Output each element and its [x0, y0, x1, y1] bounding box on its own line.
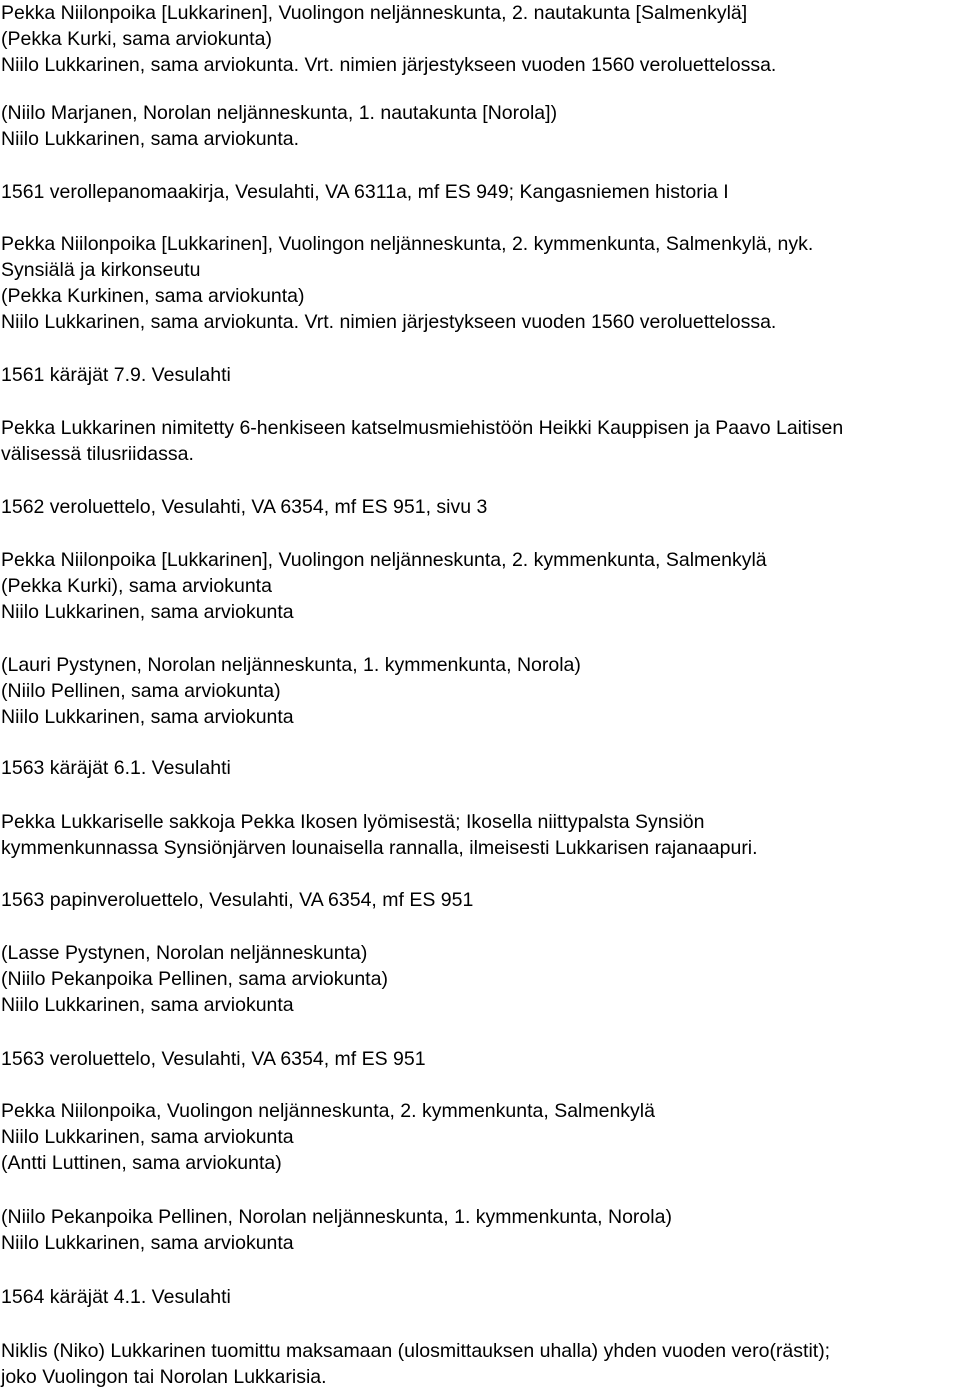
- paragraph-record-1562-norola: [1, 652, 959, 730]
- text-line: Synsiälä ja kirkonseutu: [1, 259, 201, 281]
- text-line: Pekka Lukkariselle sakkoja Pekka Ikosen lyömisestä; Ikosella niittypalsta Synsiön: [1, 811, 705, 833]
- text-line: Niilo Lukkarinen, sama arviokunta: [1, 706, 294, 728]
- text-line: Niilo Lukkarinen, sama arviokunta: [1, 1232, 294, 1254]
- paragraph-record-1563-norola: [1, 1204, 959, 1256]
- heading-line: 1561 käräjät 7.9. Vesulahti: [1, 364, 231, 386]
- text-line: (Niilo Pekanpoika Pellinen, Norolan neljänneskunta, 1. kymmenkunta, Norola): [1, 1206, 672, 1228]
- text-line: (Pekka Kurki, sama arviokunta): [1, 28, 272, 50]
- heading-line: 1564 käräjät 4.1. Vesulahti: [1, 1286, 231, 1308]
- heading-line: 1561 verollepanomaakirja, Vesulahti, VA 6311a, mf ES 949; Kangasniemen historia I: [1, 181, 729, 203]
- text-line: (Lasse Pystynen, Norolan neljänneskunta): [1, 942, 368, 964]
- paragraph-record-1563-papinvero: [1, 940, 959, 1018]
- text-line: Niilo Lukkarinen, sama arviokunta: [1, 601, 294, 623]
- text-line: (Pekka Kurki), sama arviokunta: [1, 575, 272, 597]
- text-line: Niilo Lukkarinen, sama arviokunta. Vrt. nimien järjestykseen vuoden 1560 veroluettelossa.: [1, 311, 777, 333]
- heading-line: 1563 papinveroluettelo, Vesulahti, VA 6354, mf ES 951: [1, 889, 474, 911]
- text-line: Pekka Niilonpoika, Vuolingon neljänneskunta, 2. kymmenkunta, Salmenkylä: [1, 1100, 655, 1122]
- text-line: Niilo Lukkarinen, sama arviokunta: [1, 1126, 294, 1148]
- paragraph-record-1560-salmenkyla: [1, 0, 959, 78]
- text-line: Pekka Lukkarinen nimitetty 6-henkiseen katselmusmiehistöön Heikki Kauppisen ja Paavo Laitisen: [1, 417, 844, 439]
- paragraph-record-1563-salmenkyla: [1, 1098, 959, 1176]
- text-line: Niilo Lukkarinen, sama arviokunta.: [1, 128, 300, 150]
- heading-line: 1563 käräjät 6.1. Vesulahti: [1, 757, 231, 779]
- text-line: (Pekka Kurkinen, sama arviokunta): [1, 285, 305, 307]
- paragraph-record-norola: [1, 100, 959, 152]
- text-line: Pekka Niilonpoika [Lukkarinen], Vuolingon neljänneskunta, 2. kymmenkunta, Salmenkylä, nyk.: [1, 233, 814, 255]
- paragraph-record-1561: [1, 231, 959, 335]
- paragraph-court-note: [1, 809, 959, 861]
- paragraph-court-note: [1, 415, 959, 467]
- text-line: Niilo Lukkarinen, sama arviokunta: [1, 994, 294, 1016]
- section-heading: [1, 887, 959, 913]
- paragraph-court-note: [1, 1338, 959, 1390]
- text-line: (Niilo Pekanpoika Pellinen, sama arviokunta): [1, 968, 388, 990]
- heading-line: 1563 veroluettelo, Vesulahti, VA 6354, mf ES 951: [1, 1048, 426, 1070]
- section-heading: [1, 1284, 959, 1310]
- section-heading: [1, 755, 959, 781]
- text-line: (Niilo Pellinen, sama arviokunta): [1, 680, 281, 702]
- text-line: kymmenkunnassa Synsiönjärven lounaisella rannalla, ilmeisesti Lukkarisen rajanaapuri.: [1, 837, 758, 859]
- section-heading: [1, 362, 959, 388]
- text-line: (Niilo Marjanen, Norolan neljänneskunta, 1. nautakunta [Norola]): [1, 102, 558, 124]
- section-heading: [1, 1046, 959, 1072]
- text-line: (Antti Luttinen, sama arviokunta): [1, 1152, 282, 1174]
- text-line: välisessä tilusriidassa.: [1, 443, 194, 465]
- text-line: joko Vuolingon tai Norolan Lukkarisia.: [1, 1366, 327, 1388]
- text-line: Niklis (Niko) Lukkarinen tuomittu maksamaan (ulosmittauksen uhalla) yhden vuoden vero(rästit);: [1, 1340, 831, 1362]
- paragraph-record-1562-salmenkyla: [1, 547, 959, 625]
- section-heading: [1, 179, 959, 205]
- text-line: Pekka Niilonpoika [Lukkarinen], Vuolingon neljänneskunta, 2. nautakunta [Salmenkylä]: [1, 2, 748, 24]
- text-line: Pekka Niilonpoika [Lukkarinen], Vuolingon neljänneskunta, 2. kymmenkunta, Salmenkylä: [1, 549, 767, 571]
- heading-line: 1562 veroluettelo, Vesulahti, VA 6354, mf ES 951, sivu 3: [1, 496, 488, 518]
- section-heading: [1, 494, 959, 520]
- text-line: Niilo Lukkarinen, sama arviokunta. Vrt. nimien järjestykseen vuoden 1560 veroluettelossa.: [1, 54, 777, 76]
- text-line: (Lauri Pystynen, Norolan neljänneskunta, 1. kymmenkunta, Norola): [1, 654, 581, 676]
